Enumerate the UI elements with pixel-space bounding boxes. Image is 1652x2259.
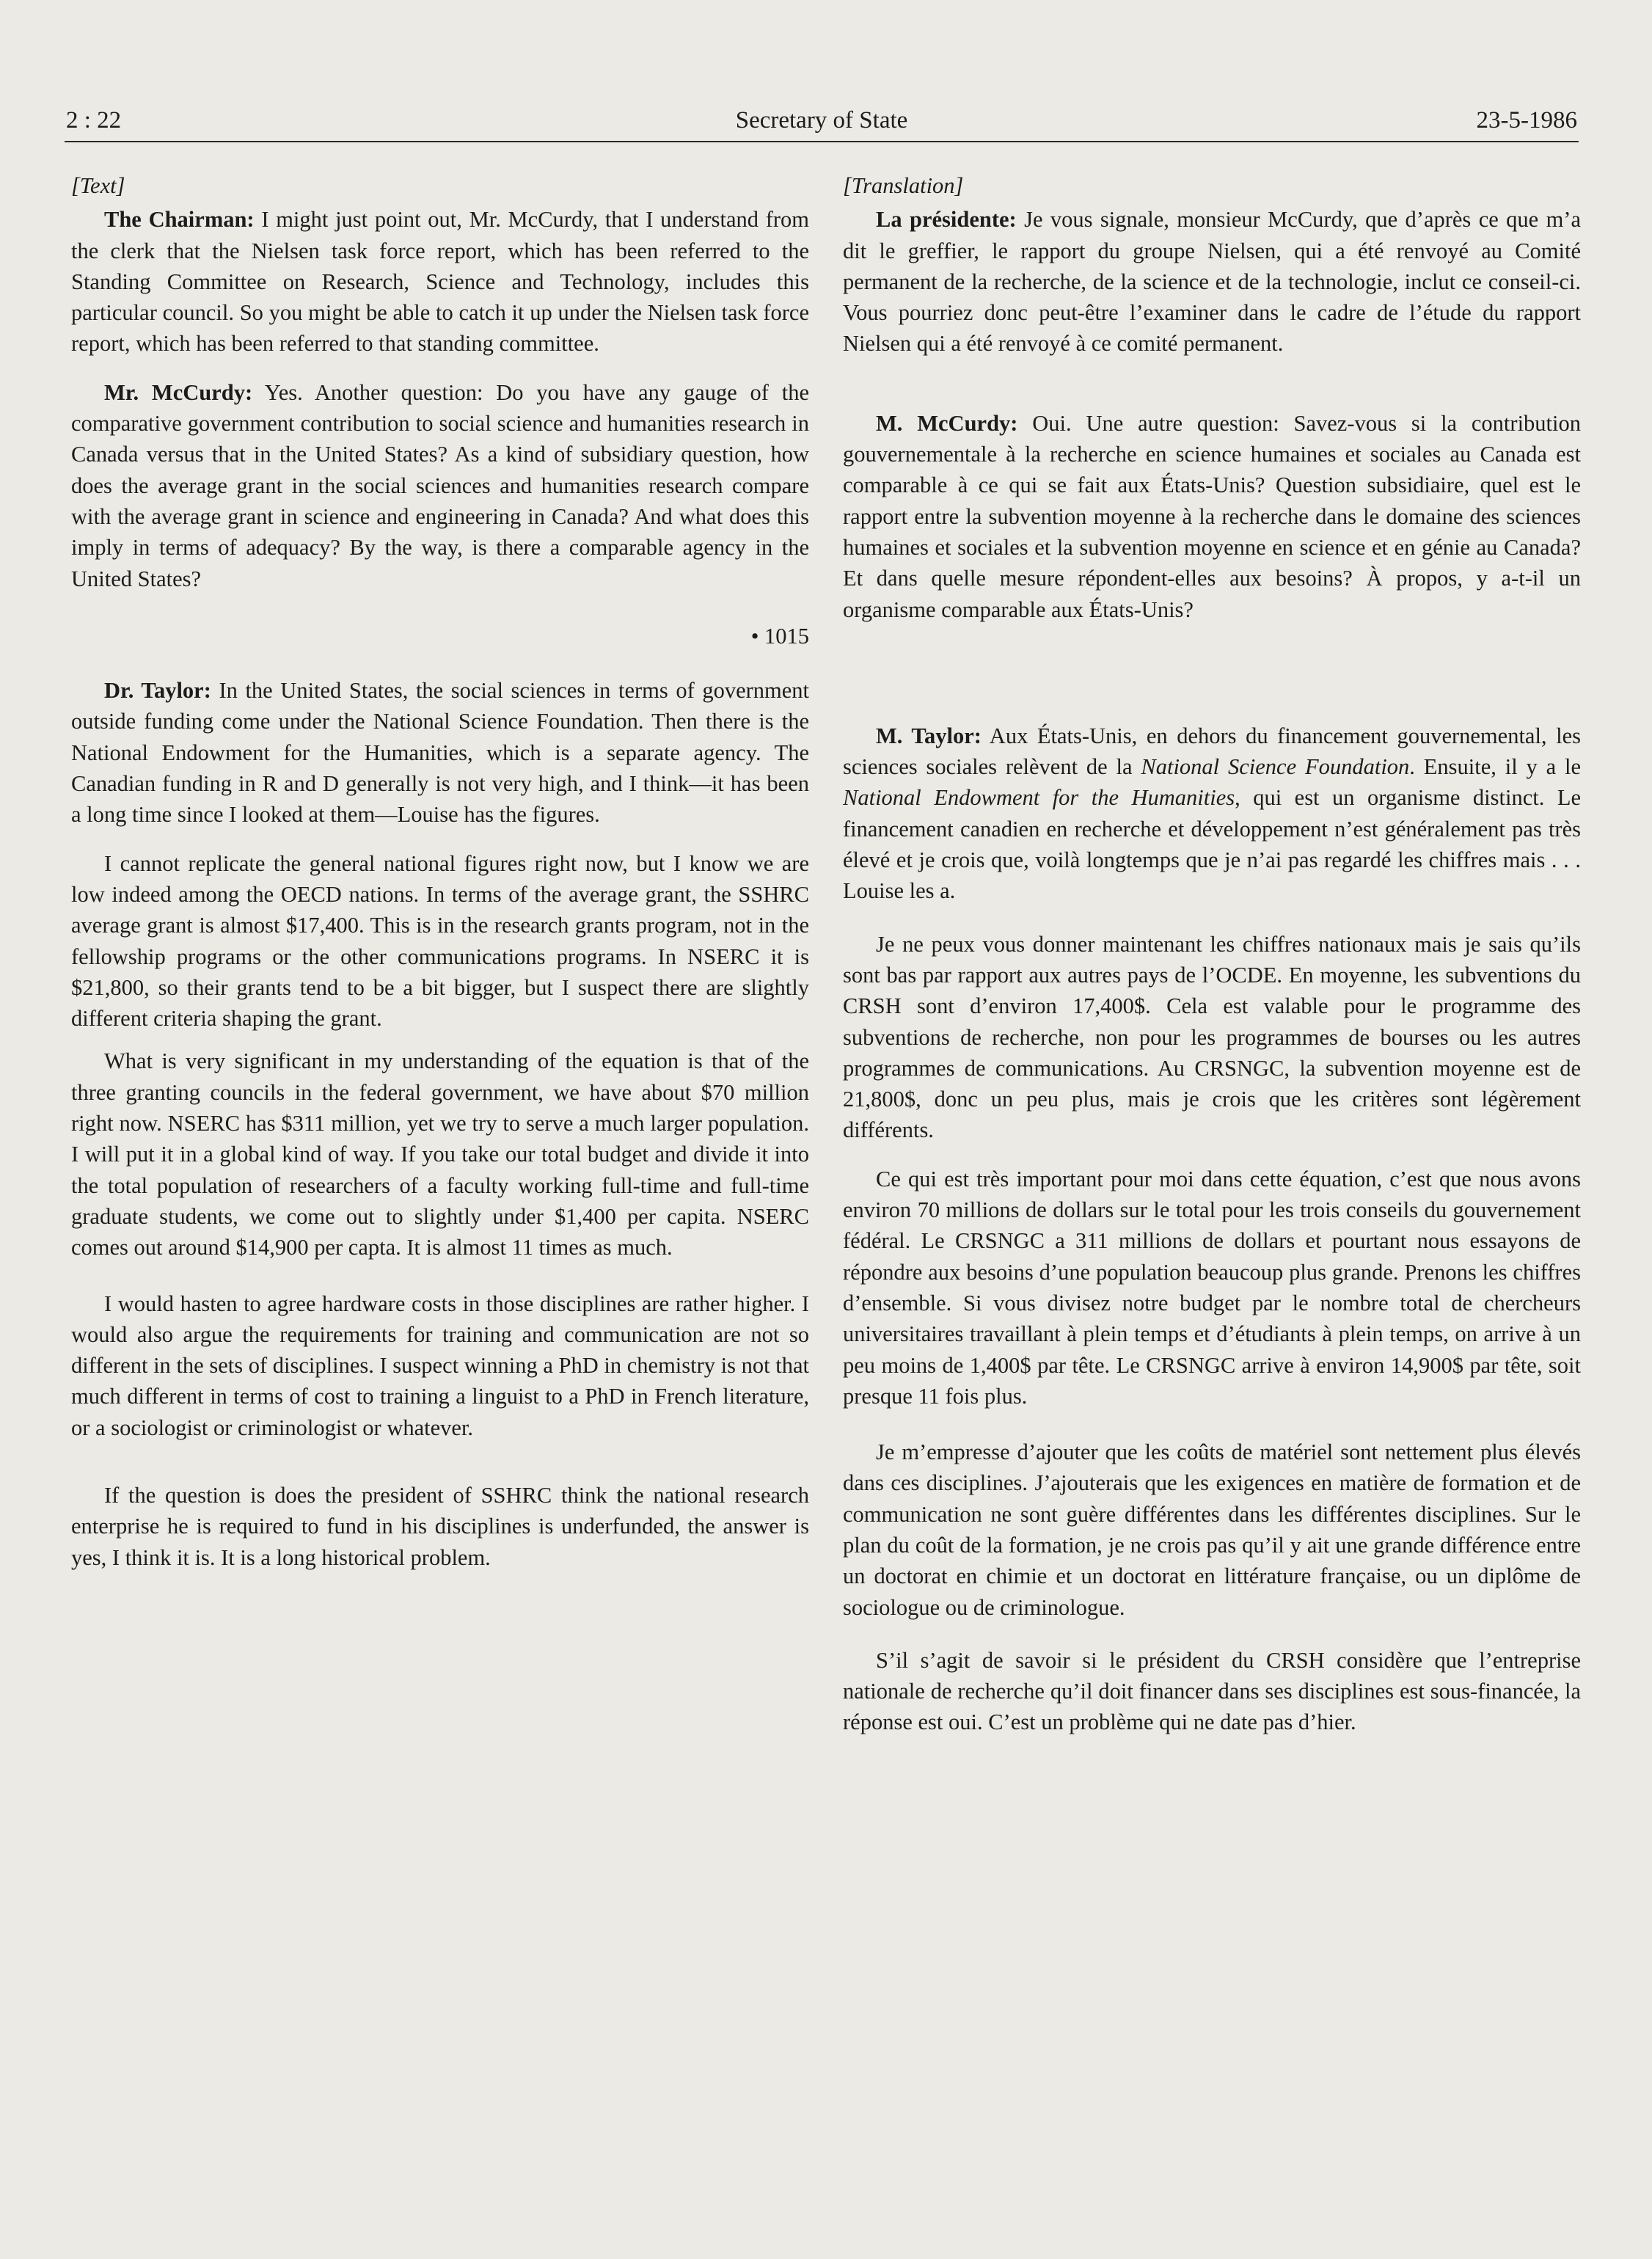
paragraph: Je m’empresse d’ajouter que les coûts de matériel sont nettement plus élevés dans ces disciplines. J’ajouterais que les exigences en matière de formation et de communication ne sont guère différentes dans les différentes disciplines. Sur le plan du coût de la formation, je ne crois pas qu’il y ait une grande différence entre un doctorat en chimie et un doctorat en littérature française, ou un diplôme de sociologue ou de criminologue.: [843, 1439, 1581, 1620]
paragraph: What is very significant in my understanding of the equation is that of the three granting councils in the federal government, we have about $70 million right now. NSERC has $311 million, yet we try to serve a much larger population. I will put it in a global kind of way. If you take our total budget and divide it into the total population of researchers of a faculty working full-time and full-time graduate students, we come out to slightly under $1,400 per capita. NSERC comes out around $14,900 per capta. It is almost 11 times as much.: [71, 1048, 809, 1260]
paragraph: If the question is does the president of SSHRC think the national research enterprise he is required to fund in his disciplines is underfunded, the answer is yes, I think it is. It is a long historical problem.: [71, 1482, 809, 1570]
speaker-name: Dr. Taylor:: [104, 678, 211, 704]
taylor-paragraph: [71, 675, 809, 830]
english-column: [71, 170, 809, 1573]
speaker-name: The Chairman:: [104, 207, 255, 233]
taylor-paragraph: [843, 720, 1581, 907]
speaker-name: La présidente:: [876, 207, 1017, 233]
french-column: [843, 170, 1581, 1738]
paragraph: Ce qui est très important pour moi dans cette équation, c’est que nous avons environ 70 millions de dollars sur le total pour les trois conseils du gouvernement fédéral. Le CRSNGC a 311 millions de dollars et pourtant nous essayons de répondre aux besoins d’une population beaucoup plus grande. Prenons les chiffres d’ensemble. Si vous divisez notre budget par le nombre total de chercheurs universitaires travaillant à plein temps et d’étudiants à plein temps, on arrive à un peu moins de 1,400$ par tête. Le CRSNGC arrive à environ 14,900$ par tête, soit presque 11 fois plus.: [843, 1166, 1581, 1409]
header-page-number: 2 : 22: [66, 107, 122, 134]
paragraph-text: , qui est un organisme distinct. Le financement canadien en recherche et développement n’est généralement pas très élevé et je crois que, voilà longtemps que je n’ai pas regardé les chiffres mais . . . Louise les a.: [843, 785, 1581, 904]
paragraph-text: In the United States, the social sciences in terms of government outside funding come under the National Science Foundation. Then there is the National Endowment for the Humanities, which is a separate agency. The Canadian funding in R and D generally is not very high, and I think—it has been a long time since I looked at them—Louise has the figures.: [71, 678, 809, 828]
paragraph-text: Aux États-Unis, en dehors du financement gouvernemental, les sciences sociales relèvent de la: [843, 723, 1582, 780]
paragraph-text: Je vous signale, monsieur McCurdy, que d’après ce que m’a dit le greffier, le rapport du groupe Nielsen, qui a été renvoyé au Comité permanent de la recherche, de la science et de la technologie, inclut ce conseil-ci. Vous pourriez donc peut-être l’examiner dans le cadre de l’étude du rapport Nielsen qui a été renvoyé à ce comité permanent.: [843, 207, 1581, 357]
paragraph-text: Yes. Another question: Do you have any gauge of the comparative government contribution to social science and humanities research in Canada versus that in the United States? As a kind of subsidiary question, how does the average grant in the social sciences and humanities research compare with the average grant in science and engineering in Canada? And what does this imply in terms of adequacy? By the way, is there a comparable agency in the United States?: [71, 379, 810, 591]
paragraph: Je ne peux vous donner maintenant les chiffres nationaux mais je sais qu’ils sont bas par rapport aux autres pays de l’OCDE. En moyenne, les subventions du CRSH sont d’environ 17,400$. Cela est valable pour le programme des subventions de recherche, non pour les programmes de bourses ou les autres programmes de communications. Au CRSNGC, la subvention moyenne est de 21,800$, donc un peu plus, mais je crois que les critères sont légèrement différents.: [843, 931, 1581, 1143]
organization-name: National Science Foundation: [1141, 754, 1410, 780]
organization-name: National Endowment for the Humanities: [843, 785, 1235, 811]
translation-label: [Translation]: [843, 173, 964, 198]
chairman-paragraph: [71, 204, 809, 359]
mccurdy-paragraph: [71, 377, 809, 594]
header-date: 23-5-1986: [1476, 107, 1577, 134]
paragraph: I would hasten to agree hardware costs in those disciplines are rather higher. I would also argue the requirements for training and communication are not so different in the sets of disciplines. I suspect winning a PhD in chemistry is not that much different in terms of cost to training a linguist to a PhD in French literature, or a sociologist or criminologist or whatever.: [71, 1291, 809, 1440]
paragraph-text: I might just point out, Mr. McCurdy, that I understand from the clerk that the Nielsen task force report, which has been referred to the Standing Committee on Research, Science and Technology, includes this particular council. So you might be able to catch it up under the Nielsen task force report, which has been referred to that standing committee.: [71, 207, 809, 357]
header-title: Secretary of State: [735, 107, 908, 134]
presidente-paragraph: [843, 204, 1581, 359]
text-label: [Text]: [71, 173, 125, 198]
speaker-name: M. McCurdy:: [876, 410, 1018, 436]
time-marker: • 1015: [750, 623, 809, 649]
speaker-name: Mr. McCurdy:: [104, 379, 253, 405]
mccurdy-paragraph: [843, 408, 1581, 625]
paragraph-text: . Ensuite, il y a le: [1409, 754, 1581, 780]
running-header: [65, 103, 1579, 142]
paragraph: I cannot replicate the general national figures right now, but I know we are low indeed among the OECD nations. In terms of the average grant, the SSHRC average grant is almost $17,400. This is in the research grants program, not in the fellowship programs or the other communications programs. In NSERC it is $21,800, so their grants tend to be a bit bigger, but I suspect there are slightly different criteria shaping the grant.: [71, 850, 809, 1032]
paragraph-text: Oui. Une autre question: Savez-vous si la contribution gouvernementale à la recherche en science humaines et sociales au Canada est comparable à ce qui se fait aux États-Unis? Question subsidiaire, quel est le rapport entre la subvention moyenne à la recherche dans le domaine des sciences humaines et sociales et la subvention moyenne en science et en génie au Canada? Et dans quelle mesure répondent-elles aux besoins? À propos, y a-t-il un organisme comparable aux États-Unis?: [843, 410, 1581, 622]
paragraph: S’il s’agit de savoir si le président du CRSH considère que l’entreprise nationale de recherche qu’il doit financer dans ses disciplines est sous-financée, la réponse est oui. C’est un problème qui ne date pas d’hier.: [843, 1647, 1581, 1735]
speaker-name: M. Taylor:: [876, 723, 982, 748]
